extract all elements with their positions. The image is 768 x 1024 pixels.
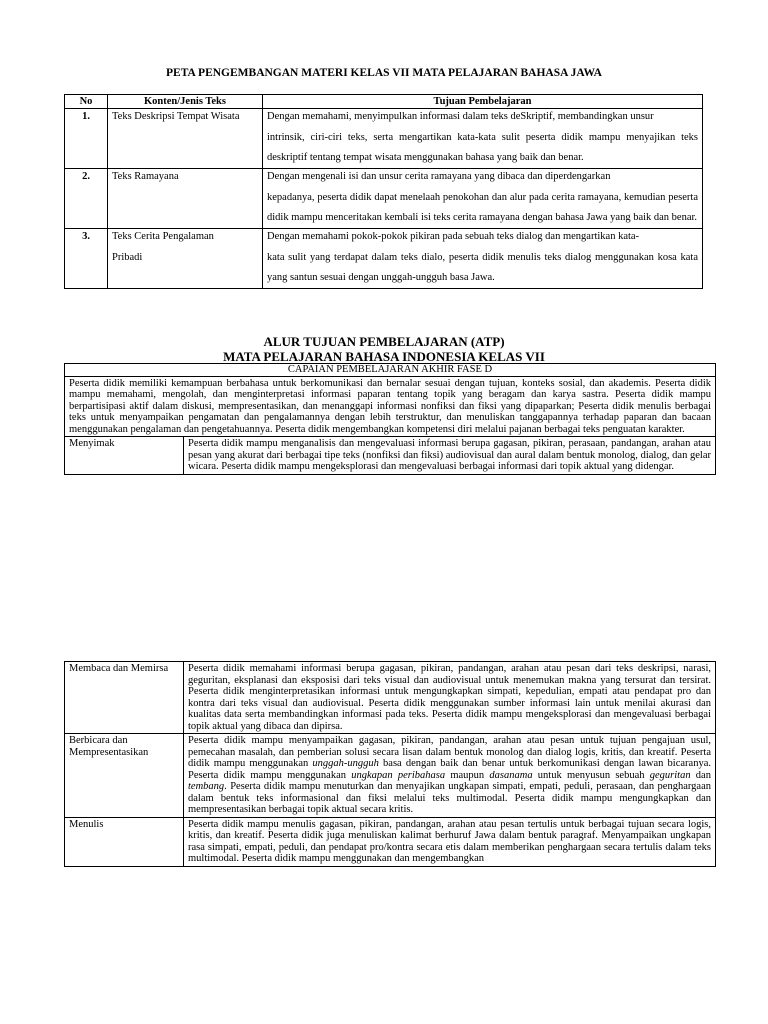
row-tujuan-line1: Dengan mengenali isi dan unsur cerita ramayana yang dibaca dan diperdengarkan: [267, 171, 611, 182]
row-konten-line1: Teks Cerita Pengalaman: [112, 231, 214, 242]
materi-table: [64, 94, 703, 289]
doc1-title: PETA PENGEMBANGAN MATERI KELAS VII MATA PELAJARAN BAHASA JAWA: [166, 67, 602, 79]
row-konten: Teks Deskripsi Tempat Wisata: [108, 109, 263, 169]
cp-header: CAPAIAN PEMBELAJARAN AKHIR FASE D: [65, 364, 716, 377]
desc-italic: dasanama: [489, 769, 533, 781]
desc-italic: ungkapan peribahasa: [351, 769, 446, 781]
header-no: No: [65, 95, 108, 109]
row-konten: [108, 229, 263, 289]
row-tujuan: [263, 169, 703, 229]
atp-table-continued: [64, 661, 716, 867]
element-description: Peserta didik mampu menganalisis dan mengevaluasi informasi berupa gagasan, pikiran, perasaan, pandangan, arahan atau pesan yang akurat dari berbagai tipe teks (nonfiksi dan fiksi) audiovisual dan aural dalam bentuk monolog, dialog, dan gelar wicara. Peserta didik mampu mengeksplorasi dan mengevaluasi berbagai informasi dari topik aktual yang didengar.: [184, 437, 716, 475]
element-label: Berbicara dan Mempresentasikan: [65, 734, 184, 818]
cp-header-row: [65, 364, 716, 377]
materi-table-header: [65, 95, 703, 109]
header-tujuan: Tujuan Pembelajaran: [263, 95, 703, 109]
element-label: Menyimak: [65, 437, 184, 475]
row-tujuan-rest: kata sulit yang terdapat dalam teks dialo, peserta didik menulis teks dialog menggunakan kosa kata yang santun sesuai dengan unggah-ungguh basa Jawa.: [267, 252, 698, 283]
table-row: [65, 109, 703, 169]
row-number: 2.: [65, 169, 108, 229]
row-tujuan-rest: intrinsik, ciri-ciri teks, serta mengartikan kata-kata sulit peserta didik mampu menyajikan teks deskriptif tentang tempat wisata menggunakan bahasa yang baik dan benar.: [267, 132, 698, 163]
table-row: [65, 734, 716, 818]
row-konten: Teks Ramayana: [108, 169, 263, 229]
cp-text-row: [65, 376, 716, 437]
table-row: [65, 662, 716, 734]
row-tujuan: [263, 229, 703, 289]
desc-part: . Peserta didik mampu menuturkan dan menyajikan ungkapan simpati, empati, peduli, perasaan, dan penghargaan dalam bentuk teks informasional dan fiksi melalui teks multimodal. Peserta didik mampu mengungkapkan dan mempresentasikan berbagai topik aktual secara kritis.: [188, 781, 711, 815]
desc-part: basa dengan baik dan benar untuk berkomunikasi dengan lawan bicaranya. Peserta didik mampu menggunakan: [188, 758, 711, 781]
table-row: [65, 169, 703, 229]
atp-table: [64, 363, 716, 475]
atp-subtitle: MATA PELAJARAN BAHASA INDONESIA KELAS VII: [223, 349, 545, 364]
row-tujuan-line1: Dengan memahami pokok-pokok pikiran pada sebuah teks dialog dan mengartikan kata-: [267, 231, 640, 242]
desc-part: maupun: [445, 769, 490, 781]
row-tujuan-line1: Dengan memahami, menyimpulkan informasi dalam teks deSkriptif, membandingkan unsur: [267, 111, 654, 122]
element-label: Menulis: [65, 817, 184, 866]
row-tujuan: [263, 109, 703, 169]
desc-italic: unggah-ungguh: [312, 758, 379, 769]
element-description: Peserta didik mampu menulis gagasan, pikiran, pandangan, arahan atau pesan tertulis untuk berbagai tujuan secara logis, kritis, dan kreatif. Peserta didik juga menuliskan kalimat berhuruf Jawa dalam bentuk paragraf. Menyampaikan ungkapan rasa simpati, empati, peduli, dan pendapat pro/kontra secara etis dalam memberikan penghargaan secara tertulis dalam teks multimodal. Peserta didik mampu menggunakan dan mengembangkan: [184, 817, 716, 866]
table-row: [65, 229, 703, 289]
row-number: 3.: [65, 229, 108, 289]
element-description: Peserta didik memahami informasi berupa gagasan, pikiran, pandangan, arahan atau pesan dari teks deskripsi, narasi, geguritan, eksplanasi dan eksposisi dari teks visual dan audiovisual untuk menemukan makna yang tersurat dan tersirat. Peserta didik menginterpretasikan informasi untuk mengungkapkan simpati, kepedulian, empati atau pendapat pro dan kontra dari teks visual dan audiovisual. Peserta didik menggunakan sumber informasi lain untuk menilai akurasi dan kualitas data serta membandingkan informasi pada teks. Peserta didik mampu mengeksplorasi dan mengevaluasi berbagai topik aktual yang dibaca dan dipirsa.: [184, 662, 716, 734]
desc-italic: geguritan: [649, 769, 691, 781]
atp-title: ALUR TUJUAN PEMBELAJARAN (ATP): [263, 334, 505, 349]
desc-part: dan: [690, 769, 711, 781]
row-tujuan-rest: kepadanya, peserta didik dapat menelaah penokohan dan alur pada cerita ramayana, kemudian peserta didik mampu menceritakan kembali isi teks cerita ramayana dengan bahasa Jawa yang baik dan benar.: [267, 192, 698, 223]
desc-italic: tembang: [188, 781, 225, 792]
desc-part: Peserta didik mampu menyampaikan gagasan, pikiran, pandangan, arahan atau pesan untuk tujuan pengajuan usul, pemecahan masalah, dan pemberian solusi secara lisan dalam bentuk monolog dan dialog logis, kritis, dan kreatif. Peserta didik mampu menggunakan: [188, 735, 711, 769]
table-row: [65, 437, 716, 475]
row-number: 1.: [65, 109, 108, 169]
table-row: [65, 817, 716, 866]
row-konten-line2: Pribadi: [112, 252, 143, 263]
desc-part: untuk menyusun sebuah: [532, 769, 650, 781]
element-label: Membaca dan Memirsa: [65, 662, 184, 734]
element-description: [184, 734, 716, 818]
cp-text: Peserta didik memiliki kemampuan berbahasa untuk berkomunikasi dan bernalar sesuai dengan tujuan, konteks sosial, dan akademis. Peserta didik mampu memahami, mengolah, dan menginterpretasi informasi paparan tentang topik yang beragam dan karya sastra. Peserta didik mampu berpartisipasi aktif dalam diskusi, mempresentasikan, dan menanggapi informasi nonfiksi dan fiksi yang dipaparkan; Peserta didik menulis berbagai teks untuk menyampaikan pengamatan dan pengalamannya dengan lebih terstruktur, dan menuliskan tanggapannya terhadap paparan dan bacaan menggunakan pengalaman dan pengetahuannya. Peserta didik mengembangkan kompetensi diri melalui pajanan berbagai teks penguatan karakter.: [65, 376, 716, 437]
header-konten: Konten/Jenis Teks: [108, 95, 263, 109]
